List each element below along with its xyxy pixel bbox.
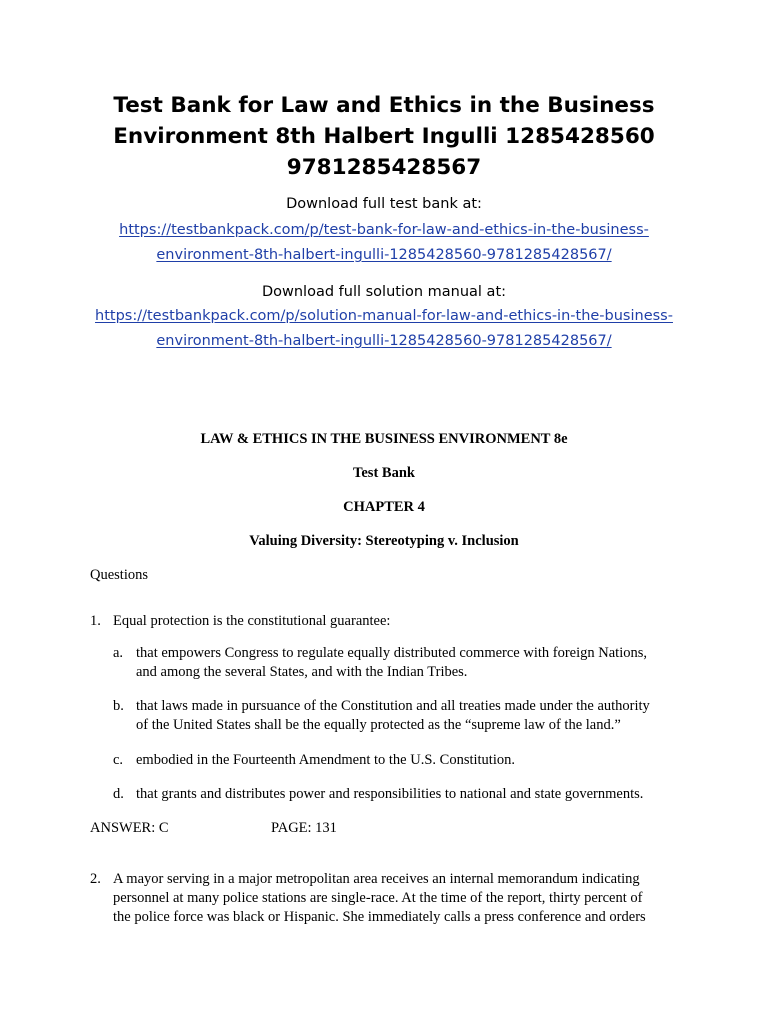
option-letter: b. [113,698,124,714]
option-line: of the United States shall be the equally protected as the “supreme law of the land.” [136,717,621,733]
question-number: 2. [90,871,101,887]
download-test-bank-label: Download full test bank at: [286,196,482,212]
option-letter: d. [113,786,124,802]
download-solution-label: Download full solution manual at: [261,284,507,300]
chapter-title: Valuing Diversity: Stereotyping v. Inclusion [249,533,519,549]
link-line[interactable]: https://testbankpack.com/p/test-bank-for-law-and-ethics-in-the-business- [119,222,649,238]
book-title: LAW & ETHICS IN THE BUSINESS ENVIRONMENT 8e [200,431,568,447]
option-line: that empowers Congress to regulate equally distributed commerce with foreign Nations, [136,645,647,661]
option-line: that laws made in pursuance of the Constitution and all treaties made under the authority [136,698,650,714]
chapter-heading: CHAPTER 4 [343,499,425,515]
option-letter: a. [113,645,124,661]
answer-label: ANSWER: C [90,820,169,836]
title-line: Test Bank for Law and Ethics in the Business [113,93,655,118]
option-text [136,751,515,770]
option-line: that grants and distributes power and responsibilities to national and state governments. [136,786,644,802]
question-stem [113,870,646,927]
option-line: embodied in the Fourteenth Amendment to the U.S. Constitution. [136,752,515,768]
option-text [136,644,647,682]
question-number: 1. [90,613,101,629]
question-line: personnel at many police stations are single-race. At the time of the report, thirty percent of [113,890,643,906]
question-stem: Equal protection is the constitutional guarantee: [113,613,391,629]
option-text [136,785,643,804]
option-line: and among the several States, and with the Indian Tribes. [136,664,468,680]
questions-heading: Questions [90,567,148,583]
test-bank-heading: Test Bank [353,465,415,481]
option-letter: c. [113,752,124,768]
link-line[interactable]: environment-8th-halbert-ingulli-1285428560-9781285428567/ [156,247,612,263]
page-label: PAGE: 131 [271,820,337,836]
link-line[interactable]: environment-8th-halbert-ingulli-1285428560-9781285428567/ [156,333,612,349]
question-line: the police force was black or Hispanic. She immediately calls a press conference and orders [113,909,646,925]
document-title [60,90,708,183]
question-line: A mayor serving in a major metropolitan area receives an internal memorandum indicating [113,871,640,887]
option-text [136,697,650,735]
test-bank-link[interactable] [60,218,708,268]
link-line[interactable]: https://testbankpack.com/p/solution-manual-for-law-and-ethics-in-the-business- [95,308,673,324]
solution-manual-link[interactable] [40,304,728,354]
title-line: Environment 8th Halbert Ingulli 1285428560 [113,124,655,149]
title-line: 9781285428567 [286,155,482,180]
